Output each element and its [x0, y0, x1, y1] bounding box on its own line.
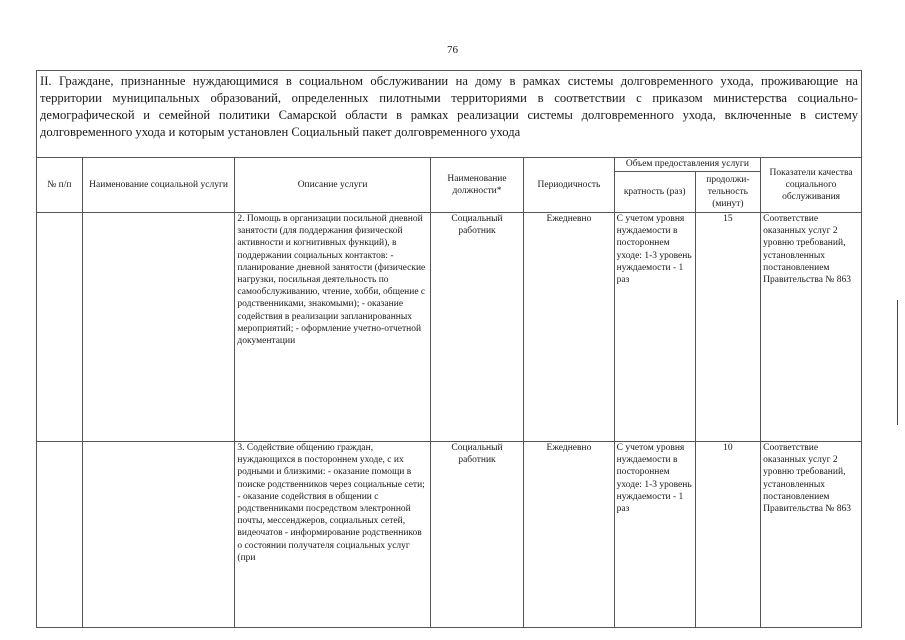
cell-quality: Соответствие оказанных услуг 2 уровню требований, установленных постановлением Правительства № 863 [761, 213, 862, 442]
cell-num [37, 442, 83, 628]
section-heading: II. Граждане, признанные нуждающимися в социальном обслуживании на дому в рамках системы долговременного ухода, проживающие на территории муниципальных образований, определенных пилотными территориями в соответствии с приказом министерства социально-демографической и семейной политики Самарской области в рамках реализации системы долговременного ухода, включенные в систему долговременного ухода и которым установлен Социальный пакет долговременного ухода [37, 71, 862, 158]
header-num: № п/п [37, 158, 83, 213]
cell-quality: Соответствие оказанных услуг 2 уровню требований, установленных постановлением Правительства № 863 [761, 442, 862, 628]
services-table [36, 70, 862, 628]
cell-periodicity: Ежедневно [524, 213, 614, 442]
header-service-name: Наименование социальной услуги [82, 158, 235, 213]
table-row [37, 442, 862, 628]
header-periodicity: Периодичность [524, 158, 614, 213]
header-duration: продолжи-тельность (минут) [695, 172, 760, 213]
cell-duration: 10 [695, 442, 760, 628]
cell-multiplicity: С учетом уровня нуждаемости в постороннем уходе: 1-3 уровень нуждаемости - 1 раз [614, 442, 695, 628]
cell-description: 3. Содействие общению граждан, нуждающихся в постороннем уходе, с их родными и близкими: - оказание помощи в поиске родственников через социальные сети; - оказание содействия в общении с родственниками посредством электронной почты, мессенджеров, социальных сетей, видеочатов - информирование родственников о состоянии получателя социальных услуг (при [235, 442, 430, 628]
header-position: Наименование должности* [430, 158, 524, 213]
cell-position: Социальный работник [430, 442, 524, 628]
cell-position: Социальный работник [430, 213, 524, 442]
header-description: Описание услуги [235, 158, 430, 213]
page-number: 76 [447, 44, 458, 56]
header-volume-group: Объем предоставления услуги [614, 158, 760, 172]
cell-periodicity: Ежедневно [524, 442, 614, 628]
cell-multiplicity: С учетом уровня нуждаемости в постороннем уходе: 1-3 уровень нуждаемости - 1 раз [614, 213, 695, 442]
margin-line [897, 300, 898, 425]
header-multiplicity: кратность (раз) [614, 172, 695, 213]
cell-duration: 15 [695, 213, 760, 442]
cell-service-name [82, 442, 235, 628]
header-quality: Показатели качества социального обслуживания [761, 158, 862, 213]
table-row [37, 213, 862, 442]
cell-service-name [82, 213, 235, 442]
cell-description: 2. Помощь в организации посильной дневной занятости (для поддержания физической активности и когнитивных функций), в поддержании социальных контактов: - планирование дневной занятости (физические нагрузки, посильная деятельность по самообслуживанию, чтение, хобби, общение с родственниками, знакомыми); - оказание содействия в реализации запланированных мероприятий; - оформление учетно-отчетной документации [235, 213, 430, 442]
document-table-wrapper [36, 70, 862, 628]
cell-num [37, 213, 83, 442]
